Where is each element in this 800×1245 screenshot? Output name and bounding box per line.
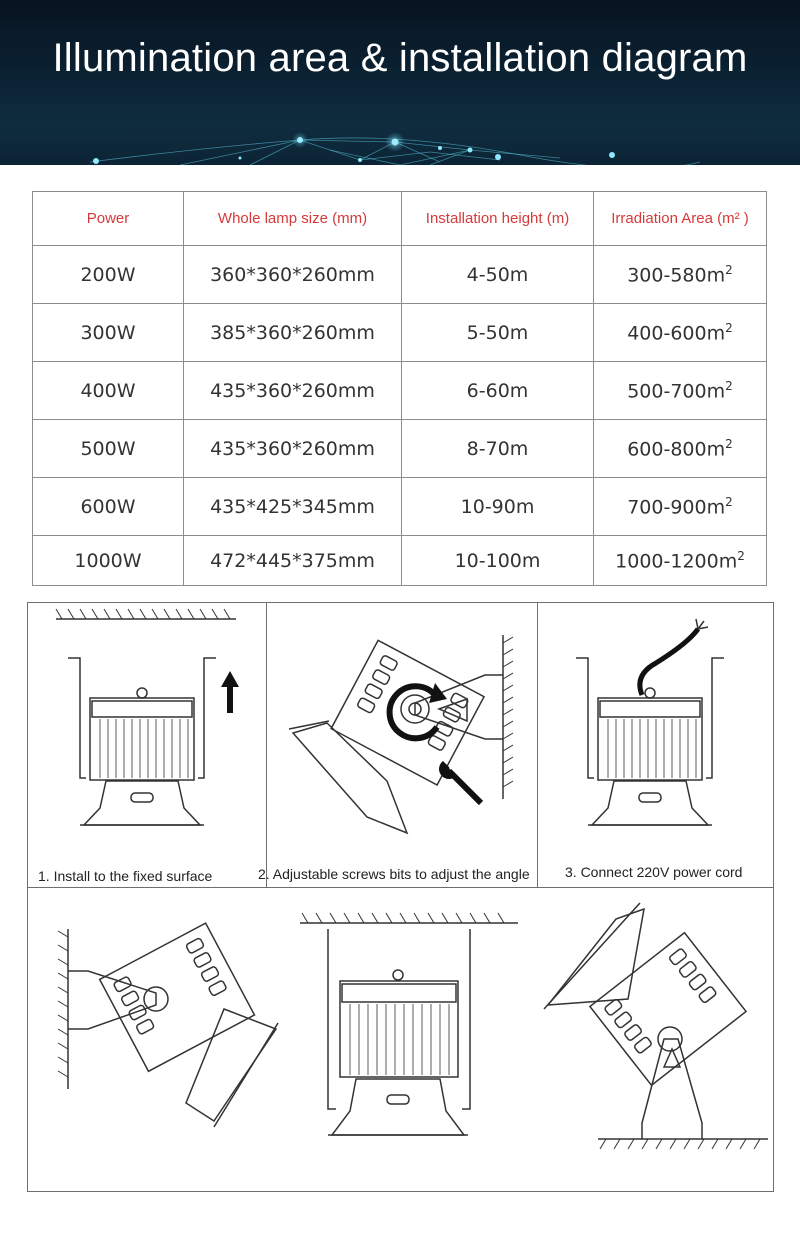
table-cell: 8-70m bbox=[402, 420, 594, 478]
arrow-up-icon bbox=[221, 671, 239, 713]
table-row bbox=[33, 536, 767, 586]
table-cell: $1000-1200m^2$ bbox=[594, 536, 767, 586]
rotate-arrow-icon bbox=[390, 683, 447, 738]
column-header: Irradiation Area (m² ) bbox=[594, 192, 767, 246]
panel-divider bbox=[28, 887, 773, 888]
power-cord-icon bbox=[640, 619, 708, 695]
table-row bbox=[33, 478, 767, 536]
page-title: Illumination area & installation diagram bbox=[52, 36, 748, 80]
table-cell: 500W bbox=[33, 420, 184, 478]
table-cell: 472*445*375mm bbox=[184, 536, 402, 586]
table-cell: 435*360*260mm bbox=[184, 362, 402, 420]
wrench-icon bbox=[439, 761, 481, 803]
column-header: Power bbox=[33, 192, 184, 246]
table-cell: 360*360*260mm bbox=[184, 246, 402, 304]
table-cell: 435*360*260mm bbox=[184, 420, 402, 478]
table-cell: 6-60m bbox=[402, 362, 594, 420]
installation-diagram bbox=[27, 602, 774, 1192]
table-cell: $500-700m^2$ bbox=[594, 362, 767, 420]
table-row bbox=[33, 246, 767, 304]
network-decoration bbox=[0, 0, 800, 165]
table-cell: 4-50m bbox=[402, 246, 594, 304]
column-header: Whole lamp size (mm) bbox=[184, 192, 402, 246]
table-cell: $700-900m^2$ bbox=[594, 478, 767, 536]
table-cell: $300-580m^2$ bbox=[594, 246, 767, 304]
angle-adjust-figure bbox=[267, 603, 537, 865]
table-row bbox=[33, 420, 767, 478]
table-row bbox=[33, 304, 767, 362]
spec-table bbox=[32, 191, 767, 586]
table-row bbox=[33, 362, 767, 420]
table-cell: 385*360*260mm bbox=[184, 304, 402, 362]
table-cell: $400-600m^2$ bbox=[594, 304, 767, 362]
table-cell: 10-100m bbox=[402, 536, 594, 586]
power-cord-figure bbox=[538, 603, 774, 865]
table-cell: 1000W bbox=[33, 536, 184, 586]
column-header: Installation height (m) bbox=[402, 192, 594, 246]
lamp-mounted-figure bbox=[28, 603, 266, 865]
table-cell: 200W bbox=[33, 246, 184, 304]
step-caption-2: 2. Adjustable screws bits to adjust the angle bbox=[258, 866, 530, 882]
header-banner bbox=[0, 0, 800, 165]
table-cell: 600W bbox=[33, 478, 184, 536]
table-cell: 300W bbox=[33, 304, 184, 362]
step-caption-3: 3. Connect 220V power cord bbox=[565, 864, 743, 880]
table-cell: 400W bbox=[33, 362, 184, 420]
mounting-options-figure bbox=[28, 889, 773, 1191]
step-caption-1: 1. Install to the fixed surface bbox=[38, 868, 213, 884]
table-cell: 5-50m bbox=[402, 304, 594, 362]
table-cell: $600-800m^2$ bbox=[594, 420, 767, 478]
table-header-row bbox=[33, 192, 767, 246]
table-cell: 435*425*345mm bbox=[184, 478, 402, 536]
table-cell: 10-90m bbox=[402, 478, 594, 536]
